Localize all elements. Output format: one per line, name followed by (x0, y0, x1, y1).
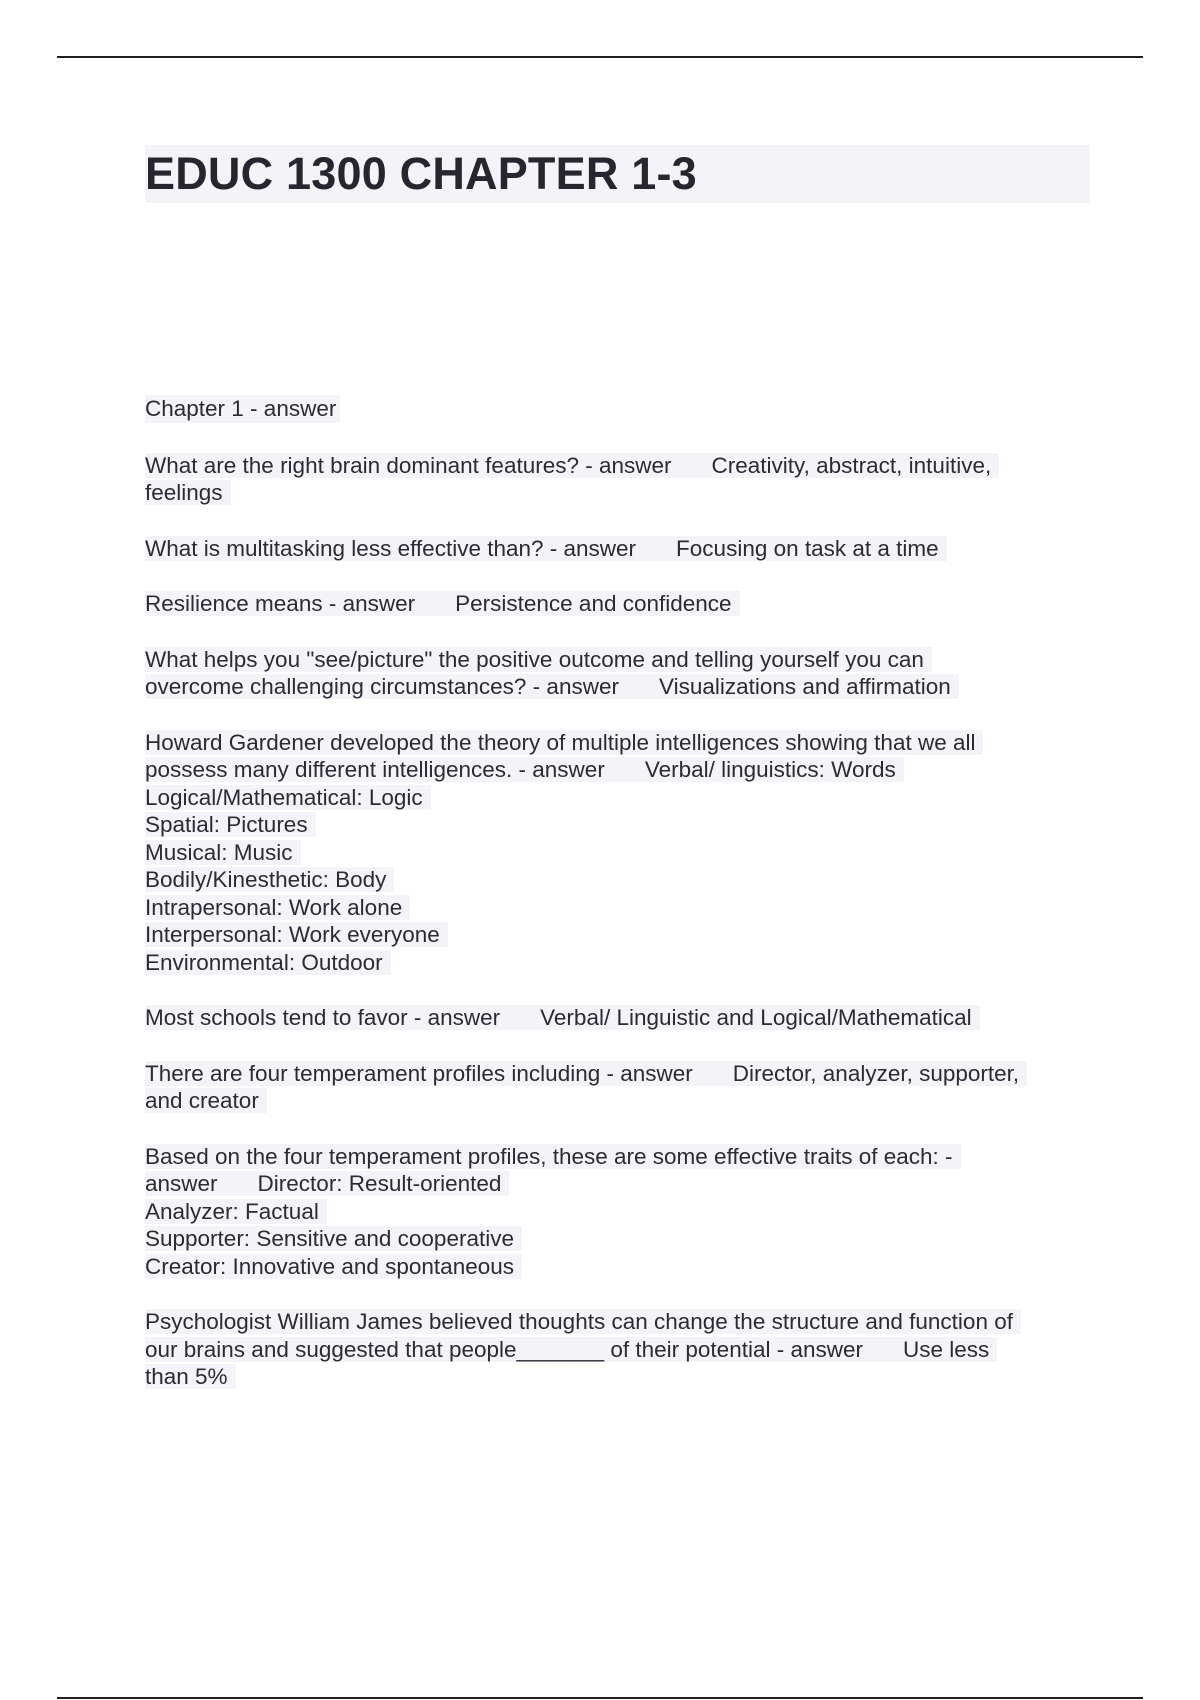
question-text: Interpersonal: Work everyone (145, 922, 440, 947)
qa-item (145, 590, 1095, 618)
answer-text: Verbal/ Linguistic and Logical/Mathematical (540, 1005, 972, 1030)
qa-line (145, 1308, 1095, 1336)
question-text: What helps you "see/picture" the positive outcome and telling yourself you can (145, 646, 924, 672)
qa-line (145, 1143, 1095, 1171)
qa-line (145, 673, 1095, 701)
question-text: Musical: Music (145, 839, 293, 865)
question-text: feelings (145, 480, 223, 505)
qa-item (145, 1060, 1095, 1115)
question-text: What are the right brain dominant features? - answer (145, 452, 672, 478)
chapter-heading: Chapter 1 - answer (145, 395, 340, 423)
qa-line (145, 1004, 1095, 1032)
question-text: possess many different intelligences. - answer (145, 757, 605, 782)
qa-item (145, 1143, 1095, 1281)
qa-line (145, 811, 1095, 839)
question-text: Bodily/Kinesthetic: Body (145, 867, 387, 892)
answer-text: Focusing on task at a time (676, 535, 939, 561)
question-text: Psychologist William James believed thoughts can change the structure and function of (145, 1309, 1013, 1334)
question-text: Analyzer: Factual (145, 1198, 319, 1224)
qa-item (145, 729, 1095, 977)
qa-line (145, 1060, 1095, 1088)
qa-line (145, 866, 1095, 894)
question-text: Spatial: Pictures (145, 812, 308, 837)
qa-line (145, 921, 1095, 949)
qa-line (145, 1363, 1095, 1391)
qa-line (145, 1336, 1095, 1364)
qa-list (145, 452, 1095, 1391)
qa-item (145, 535, 1095, 563)
answer-text: Use less (903, 1336, 990, 1362)
qa-line (145, 784, 1095, 812)
question-text: Creator: Innovative and spontaneous (145, 1253, 514, 1279)
qa-line (145, 1170, 1095, 1198)
bottom-rule (57, 1697, 1143, 1699)
qa-line (145, 1253, 1095, 1281)
answer-text: Persistence and confidence (455, 591, 732, 616)
question-text: Logical/Mathematical: Logic (145, 784, 423, 810)
qa-line (145, 452, 1095, 480)
page-title: EDUC 1300 CHAPTER 1-3 (145, 148, 697, 199)
qa-line (145, 1198, 1095, 1226)
qa-item (145, 1004, 1095, 1032)
qa-line (145, 1087, 1095, 1115)
question-text: Based on the four temperament profiles, these are some effective traits of each: - (145, 1143, 953, 1169)
question-text: our brains and suggested that people_______ of their potential - answer (145, 1336, 864, 1362)
qa-item (145, 646, 1095, 701)
question-text: Environmental: Outdoor (145, 949, 383, 975)
answer-text: Director, analyzer, supporter, (732, 1060, 1020, 1086)
qa-line (145, 479, 1095, 507)
qa-item (145, 1308, 1095, 1391)
question-text: than 5% (145, 1364, 228, 1389)
top-rule (57, 56, 1143, 58)
qa-line (145, 756, 1095, 784)
qa-line (145, 646, 1095, 674)
qa-line (145, 949, 1095, 977)
answer-text: Creativity, abstract, intuitive, (711, 452, 992, 478)
document-body (145, 395, 1095, 1419)
answer-text: Verbal/ linguistics: Words (644, 757, 896, 782)
question-text: What is multitasking less effective than? - answer (145, 535, 637, 561)
question-text: overcome challenging circumstances? - answer (145, 674, 619, 699)
question-text: Supporter: Sensitive and cooperative (145, 1226, 514, 1251)
qa-line (145, 839, 1095, 867)
qa-line (145, 1225, 1095, 1253)
question-text: and creator (145, 1088, 259, 1113)
question-text: Most schools tend to favor - answer (145, 1005, 501, 1030)
question-text: Resilience means - answer (145, 591, 416, 616)
qa-line (145, 535, 1095, 563)
question-text: There are four temperament profiles including - answer (145, 1060, 693, 1086)
answer-text: Visualizations and affirmation (658, 674, 951, 699)
qa-item (145, 452, 1095, 507)
qa-line (145, 729, 1095, 757)
qa-line (145, 894, 1095, 922)
question-text: answer (145, 1171, 218, 1196)
question-text: Howard Gardener developed the theory of multiple intelligences showing that we all (145, 729, 976, 755)
qa-line (145, 590, 1095, 618)
answer-text: Director: Result-oriented (257, 1171, 502, 1196)
question-text: Intrapersonal: Work alone (145, 894, 403, 920)
